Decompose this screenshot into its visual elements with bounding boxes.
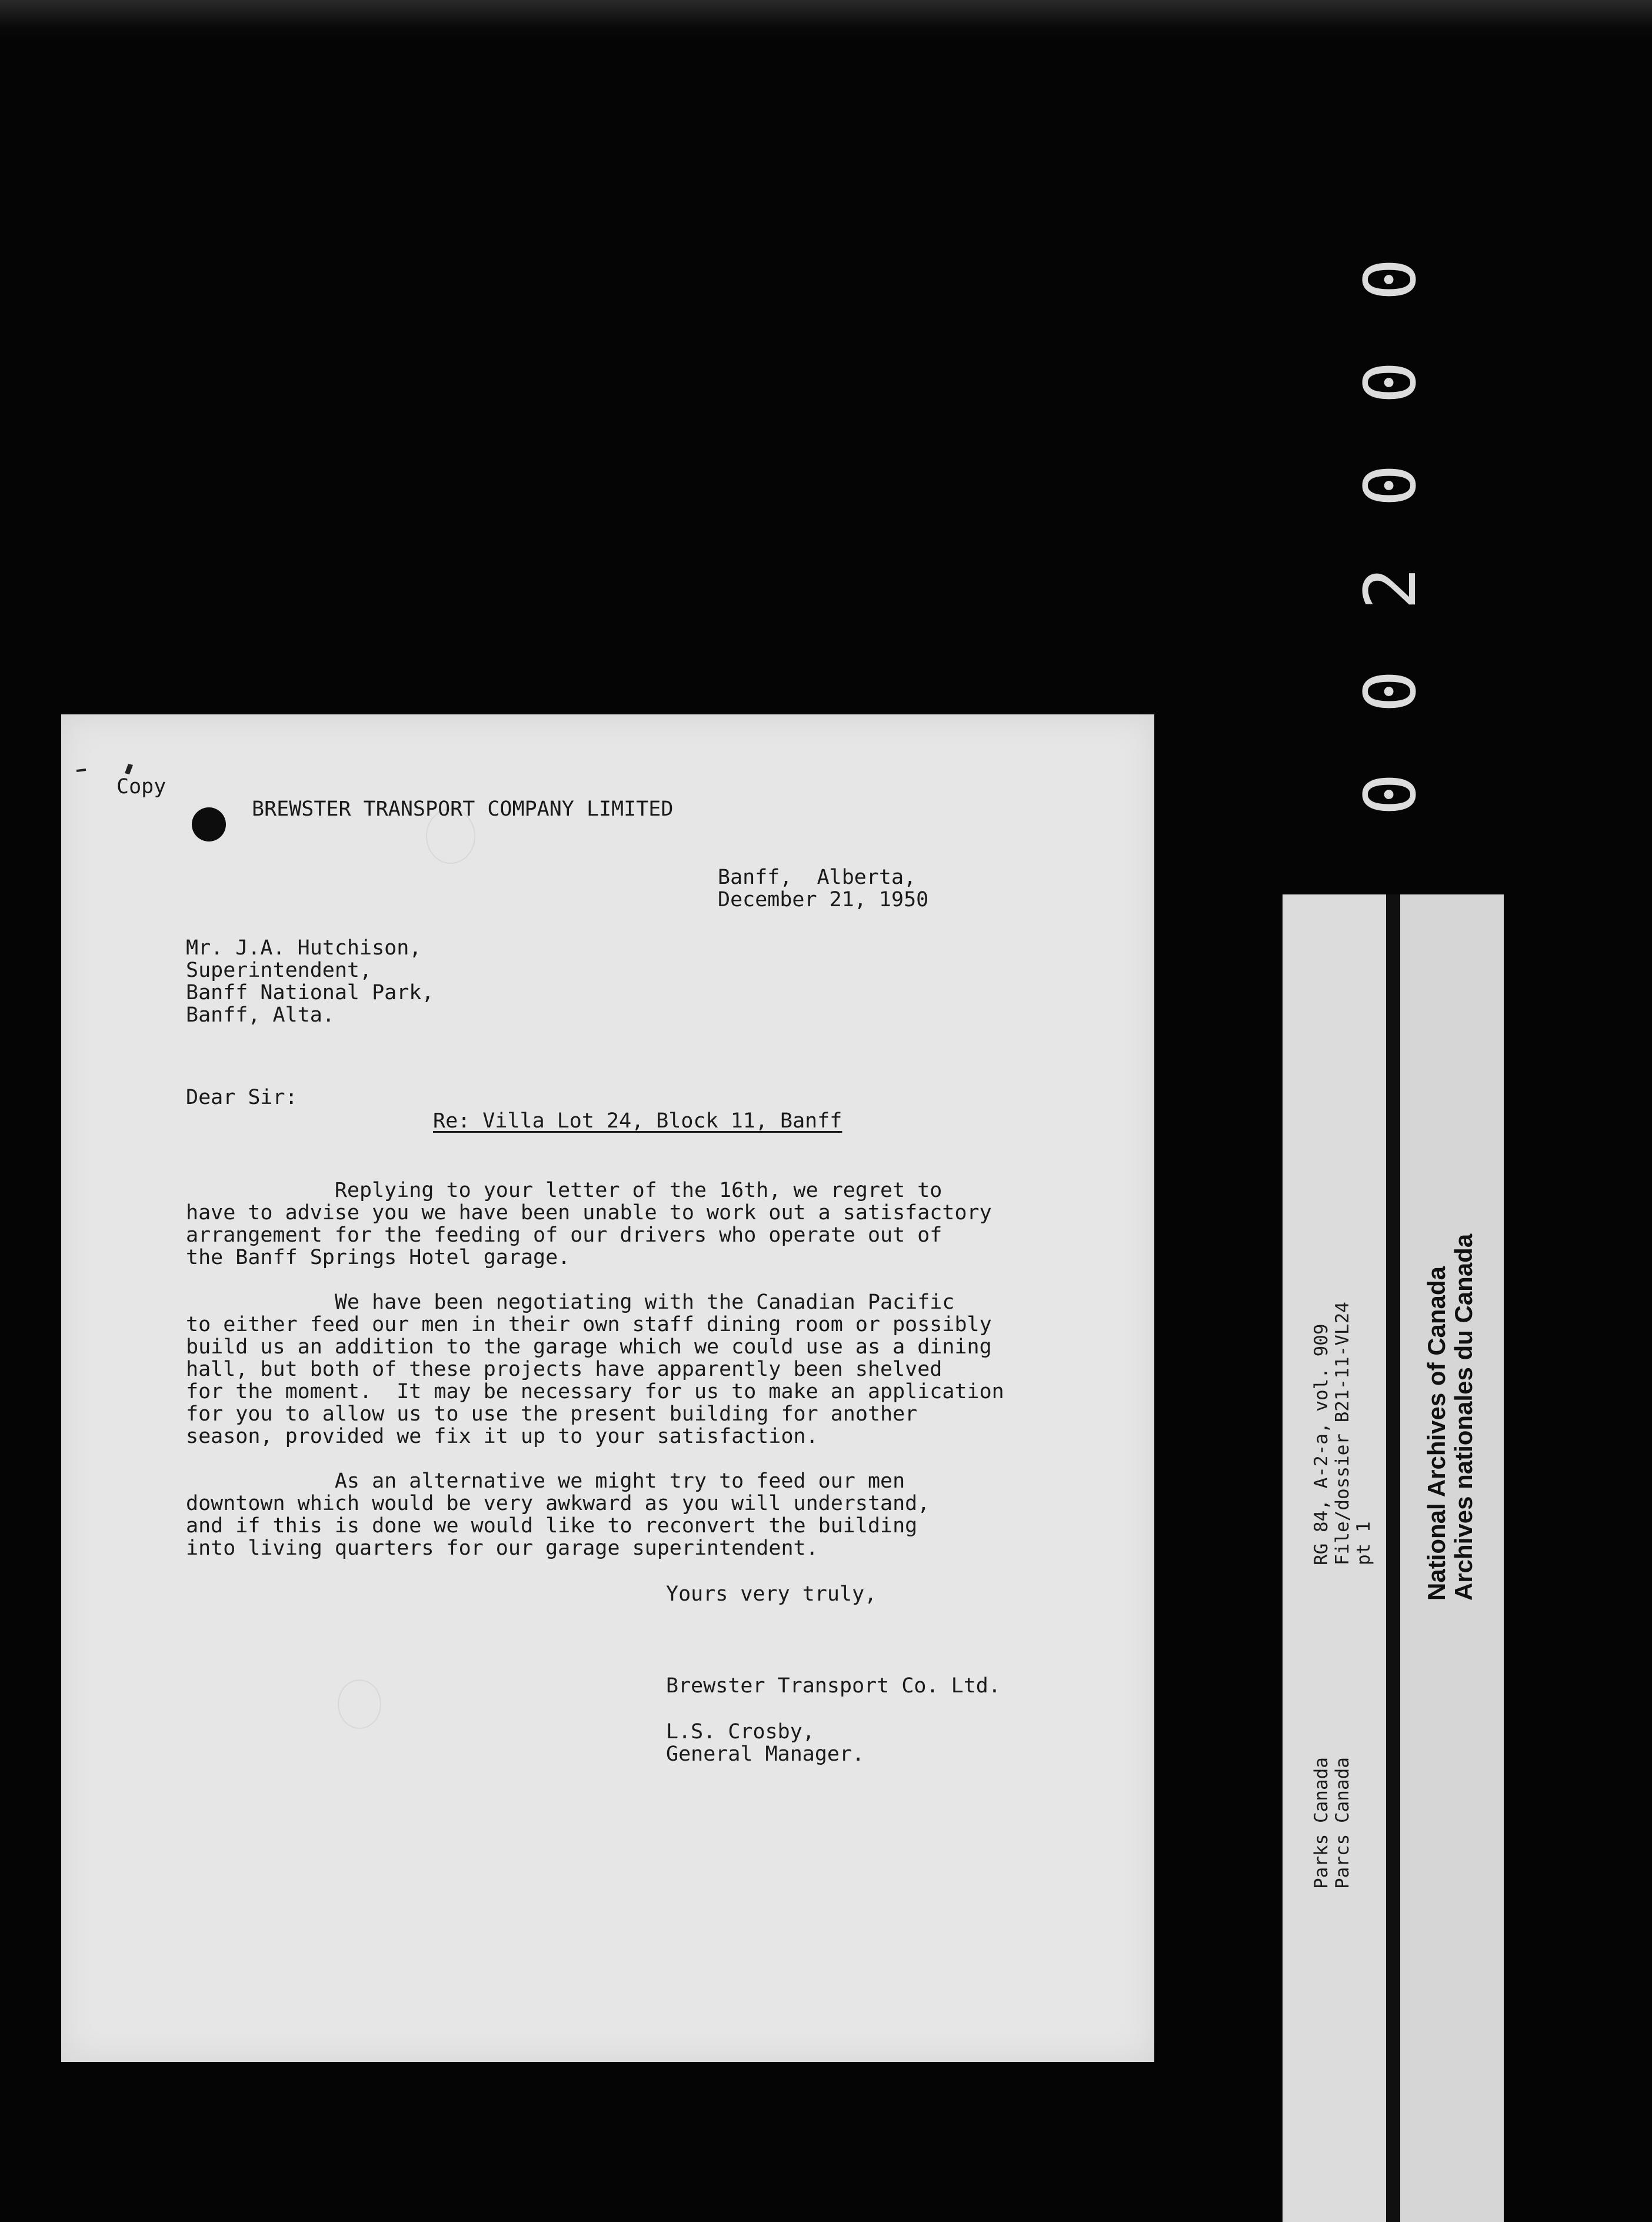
body-line: season, provided we fix it up to your satisfaction. <box>186 1425 818 1448</box>
subject-line: Re: Villa Lot 24, Block 11, Banff <box>433 1109 842 1133</box>
agency-line: Parcs Canada <box>1332 1757 1353 1889</box>
institution-line: National Archives of Canada <box>1423 1266 1450 1601</box>
copy-label: Copy <box>116 775 166 799</box>
archive-ref-line: File/dossier B21-11-VL24 <box>1332 1302 1353 1565</box>
frame-digit: 0 <box>1350 361 1432 404</box>
institution-line: Archives nationales du Canada <box>1450 1233 1477 1601</box>
frame-digit: 0 <box>1350 773 1432 816</box>
body-line: and if this is done we would like to reconvert the building <box>186 1514 918 1538</box>
body-line: downtown which would be very awkward as you will understand, <box>186 1492 930 1515</box>
body-line: Replying to your letter of the 16th, we regret to <box>186 1179 942 1202</box>
microfilm-frame-number <box>1350 235 1432 816</box>
frame-digit: 2 <box>1350 567 1432 610</box>
salutation: Dear Sir: <box>186 1086 298 1109</box>
letter-date: December 21, 1950 <box>718 888 929 912</box>
paper-smudge <box>338 1679 381 1729</box>
body-line: the Banff Springs Hotel garage. <box>186 1246 571 1269</box>
letterhead: BREWSTER TRANSPORT COMPANY LIMITED <box>252 797 674 821</box>
body-line: We have been negotiating with the Canadian Pacific <box>186 1290 955 1314</box>
address-line: Mr. J.A. Hutchison, <box>186 936 422 960</box>
pen-mark <box>74 761 133 776</box>
letter-place: Banff, Alberta, <box>718 866 917 889</box>
letter-page <box>61 714 1154 2062</box>
archive-ref-line: pt 1 <box>1353 1521 1374 1565</box>
body-line: build us an addition to the garage which we could use as a dining <box>186 1335 992 1359</box>
film-top-edge <box>0 0 1652 38</box>
frame-digit: 0 <box>1350 670 1432 713</box>
body-line: for you to allow us to use the present building for another <box>186 1402 918 1426</box>
address-line: Banff, Alta. <box>186 1003 335 1027</box>
closing: Yours very truly, <box>666 1582 877 1606</box>
body-line: into living quarters for our garage superintendent. <box>186 1536 818 1560</box>
body-line: to either feed our men in their own staff dining room or possibly <box>186 1313 992 1336</box>
body-line: hall, but both of these projects have apparently been shelved <box>186 1358 942 1381</box>
frame-digit: 0 <box>1350 258 1432 301</box>
address-line: Superintendent, <box>186 959 372 982</box>
company-signature: Brewster Transport Co. Ltd. <box>666 1674 1001 1698</box>
body-line: have to advise you we have been unable to work out a satisfactory <box>186 1201 992 1225</box>
archive-ref-line: RG 84, A-2-a, vol. 909 <box>1311 1323 1332 1565</box>
signatory-title: General Manager. <box>666 1742 865 1766</box>
archive-label-text <box>1283 894 1504 2222</box>
address-line: Banff National Park, <box>186 981 434 1004</box>
body-line: arrangement for the feeding of our drivers who operate out of <box>186 1223 942 1247</box>
agency-line: Parks Canada <box>1311 1757 1332 1889</box>
signatory-name: L.S. Crosby, <box>666 1720 815 1744</box>
punch-hole <box>192 807 226 841</box>
body-line: As an alternative we might try to feed our men <box>186 1469 905 1493</box>
body-line: for the moment. It may be necessary for us to make an application <box>186 1380 1004 1403</box>
frame-digit: 0 <box>1350 464 1432 507</box>
